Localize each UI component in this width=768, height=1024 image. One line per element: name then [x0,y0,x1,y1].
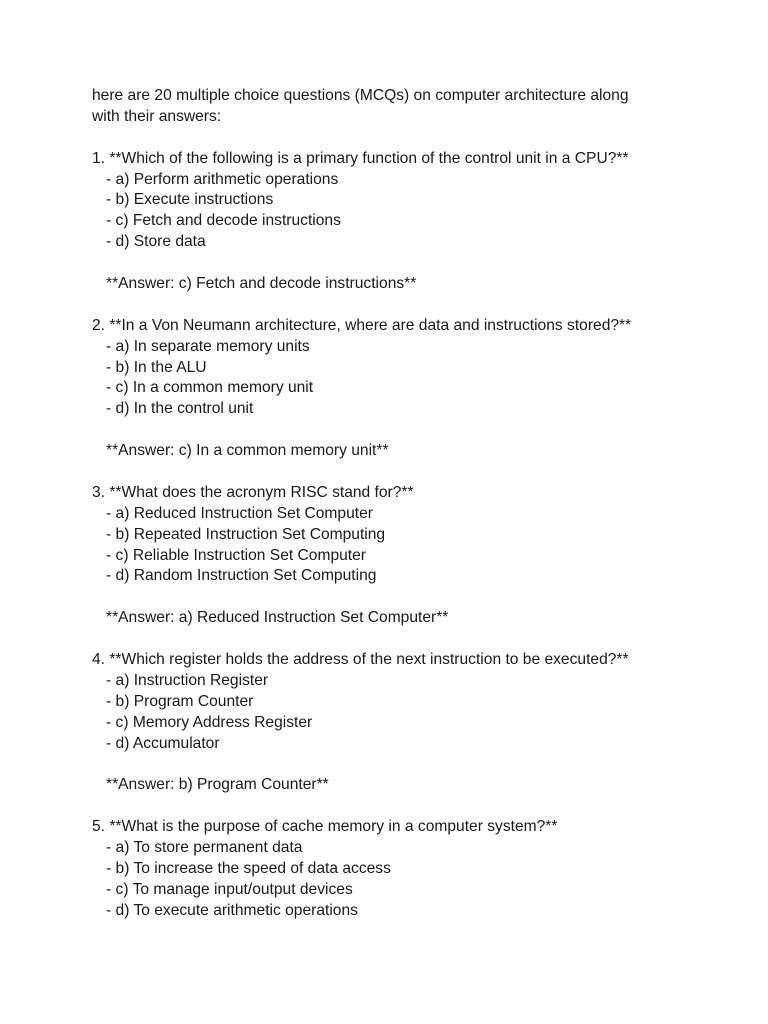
question-block [92,149,732,316]
spacer [92,253,732,274]
spacer [92,295,732,316]
answer-text: **Answer: a) Reduced Instruction Set Computer** [106,609,449,627]
option-c: - c) Fetch and decode instructions [106,212,341,230]
option-b: - b) Repeated Instruction Set Computing [106,525,386,543]
document-page [92,86,732,922]
option-a: - a) Instruction Register [106,671,269,689]
option-b: - b) To increase the speed of data access [106,859,391,877]
question-text: 2. **In a Von Neumann architecture, where are data and instructions stored?** [92,316,632,334]
option-d: - d) In the control unit [106,400,254,418]
option-c: - c) Reliable Instruction Set Computer [106,546,366,564]
option-c: - c) In a common memory unit [106,379,314,397]
spacer [92,629,732,650]
option-d: - d) To execute arithmetic operations [106,901,358,919]
answer-text: **Answer: c) Fetch and decode instructions** [106,275,417,293]
option-b: - b) Execute instructions [106,191,274,209]
option-d: - d) Accumulator [106,734,220,752]
question-block [92,483,732,650]
answer-text: **Answer: b) Program Counter** [106,776,329,794]
answer-text: **Answer: c) In a common memory unit** [106,442,389,460]
option-d: - d) Store data [106,233,206,251]
option-b: - b) In the ALU [106,358,207,376]
option-a: - a) Perform arithmetic operations [106,170,339,188]
option-d: - d) Random Instruction Set Computing [106,567,377,585]
option-a: - a) To store permanent data [106,839,303,857]
intro-line: here are 20 multiple choice questions (MCQs) on computer architecture along [92,87,629,104]
question-text: 4. **Which register holds the address of the next instruction to be executed?** [92,651,629,669]
question-text: 1. **Which of the following is a primary function of the control unit in a CPU?** [92,149,629,167]
question-text: 5. **What is the purpose of cache memory in a computer system?** [92,818,558,836]
intro-line: with their answers: [92,107,222,125]
question-block [92,817,732,921]
question-block [92,650,732,817]
question-text: 3. **What does the acronym RISC stand for?** [92,483,414,501]
question-block [92,316,732,483]
option-b: - b) Program Counter [106,692,254,710]
option-c: - c) To manage input/output devices [106,880,353,898]
option-a: - a) In separate memory units [106,337,310,355]
spacer [92,755,732,776]
spacer [92,128,732,149]
spacer [92,462,732,483]
spacer [92,587,732,608]
option-a: - a) Reduced Instruction Set Computer [106,504,373,522]
spacer [92,420,732,441]
spacer [92,796,732,817]
option-c: - c) Memory Address Register [106,713,313,731]
